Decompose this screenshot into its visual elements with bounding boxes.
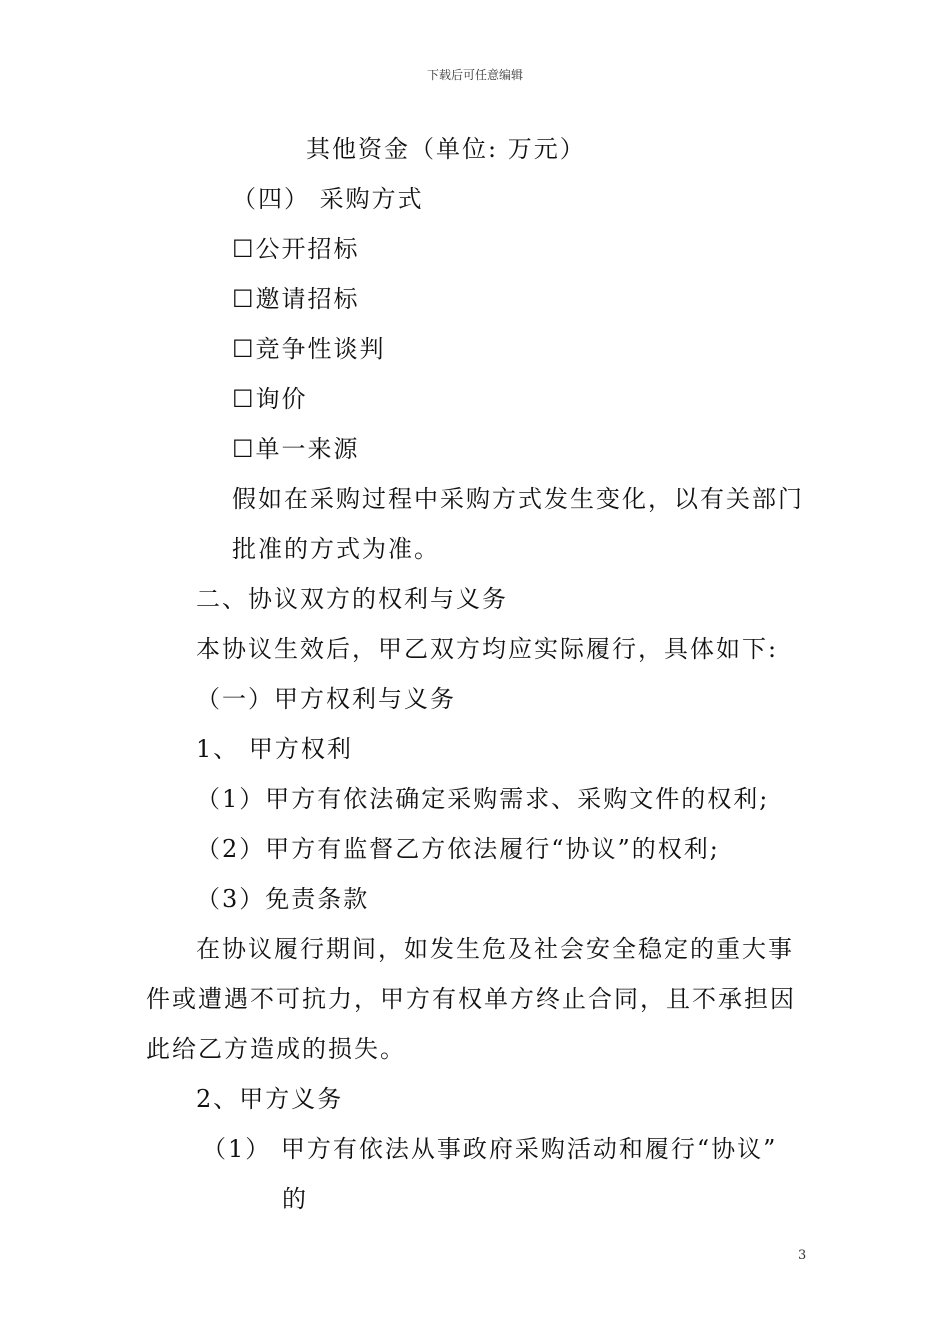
option-single-source: ☐单一来源 <box>232 435 360 463</box>
paragraph-line: 件或遭遇不可抗力，甲方有权单方终止合同，且不承担因 <box>146 985 796 1013</box>
subsection-heading-party-a-rights: 1、 甲方权利 <box>196 735 353 763</box>
option-invited-tender: ☐邀请招标 <box>232 285 360 313</box>
section-heading-rights-obligations: 二、协议双方的权利与义务 <box>196 585 508 613</box>
paragraph-line: 假如在采购过程中采购方式发生变化，以有关部门 <box>232 485 804 513</box>
subsection-heading-party-a-obligations: 2、甲方义务 <box>196 1085 344 1113</box>
paragraph-line: 的 <box>282 1185 308 1213</box>
page-number: 3 <box>798 1248 807 1263</box>
subsection-heading-party-a: （一）甲方权利与义务 <box>196 685 456 713</box>
page-header: 下载后可任意编辑 <box>426 68 523 82</box>
paragraph-line: 此给乙方造成的损失。 <box>146 1035 406 1063</box>
list-item: （1）甲方有依法确定采购需求、采购文件的权利; <box>196 785 770 813</box>
paragraph-line: 本协议生效后，甲乙双方均应实际履行，具体如下: <box>196 635 779 663</box>
option-public-tender: ☐公开招标 <box>232 235 360 263</box>
list-item: （1） 甲方有依法从事政府采购活动和履行“协议” <box>202 1135 778 1163</box>
paragraph-line: 在协议履行期间，如发生危及社会安全稳定的重大事 <box>196 935 794 963</box>
section-heading-procurement-method: （四） 采购方式 <box>232 185 424 213</box>
list-item: （3）免责条款 <box>196 885 370 913</box>
funding-line: 其他资金（单位: 万元） <box>306 135 586 163</box>
list-item: （2）甲方有监督乙方依法履行“协议”的权利; <box>196 835 720 863</box>
option-competitive-negotiation: ☐竞争性谈判 <box>232 335 386 363</box>
paragraph-line: 批准的方式为准。 <box>232 535 440 563</box>
option-inquiry: ☐询价 <box>232 385 308 413</box>
